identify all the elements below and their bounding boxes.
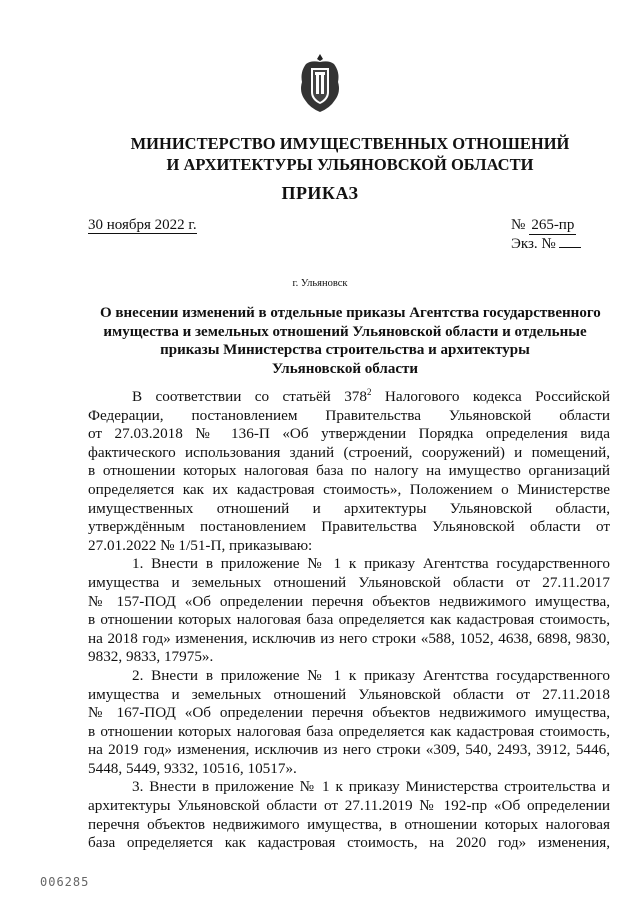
item-1-line: № 157-ПОД «Об определении перечня объектов недвижимого имущества, — [88, 592, 610, 610]
body-line: от 27.03.2018 № 136-П «Об утверждении Порядка определения вида — [88, 425, 610, 443]
item-2-line: № 167-ПОД «Об определении перечня объектов недвижимого имущества, — [88, 704, 610, 722]
body-text: Налогового кодекса Российской — [371, 388, 611, 405]
item-2-line: в отношении которых налоговая база определяется как кадастровая стоимость, — [88, 722, 610, 740]
subject-line: имущества и земельных отношений Ульяновской области и отдельные — [103, 323, 587, 340]
ministry-name — [100, 133, 600, 175]
item-3-line: 3. Внести в приложение № 1 к приказу Министерства строительства и — [132, 778, 610, 796]
subject-line: Ульяновской области — [271, 360, 419, 377]
item-2-line: 5448, 5449, 9332, 10516, 10517». — [88, 759, 297, 777]
subject-line: приказы Министерства строительства и архитектуры — [160, 342, 530, 358]
order-number — [511, 217, 576, 235]
item-1-line: имущества и земельных отношений Ульяновской области от 27.11.2017 — [88, 573, 610, 591]
city: г. Ульяновск — [292, 278, 348, 289]
body-line: Федерации, постановлением Правительства Ульяновской области — [88, 406, 610, 424]
superscript: 2 — [367, 386, 372, 397]
body-line: утверждённым постановлением Правительства Ульяновской области от — [88, 518, 610, 536]
order-date-text: 30 ноября 2022 г. — [88, 217, 197, 233]
body-line — [88, 388, 610, 407]
document-body — [88, 388, 610, 853]
ministry-name-line-1: МИНИСТЕРСТВО ИМУЩЕСТВЕННЫХ ОТНОШЕНИЙ — [130, 134, 570, 153]
order-number-label: № — [511, 217, 526, 233]
item-1-line: 9832, 9833, 17975». — [88, 648, 214, 666]
body-line: 27.01.2022 № 1/51-П, приказываю: — [88, 536, 313, 554]
item-1-line: на 2018 год» изменения, исключив из него строки «588, 1052, 4638, 6898, 9830, — [88, 629, 610, 647]
coat-of-arms-icon — [296, 52, 344, 114]
item-2-line: 2. Внести в приложение № 1 к приказу Агентства государственного — [132, 666, 610, 684]
subject-line: О внесении изменений в отдельные приказы Агентства государственного — [100, 305, 601, 321]
item-3-line: перечня объектов недвижимого имущества, в отношении которых налоговая — [88, 815, 610, 833]
body-line: фактического использования зданий (строений, сооружений) и помещений, — [88, 443, 610, 461]
order-subject — [100, 304, 601, 378]
copy-number-blank — [559, 247, 581, 248]
body-line: имущественных отношений и архитектуры Ульяновской области, — [88, 499, 610, 517]
document-type: ПРИКАЗ — [281, 183, 359, 203]
item-3-line: архитектуры Ульяновской области от 27.11.2019 № 192-пр «Об определении — [88, 797, 610, 815]
body-line: в отношении которых налоговая база по налогу на имущество организаций — [88, 462, 610, 480]
copy-number — [511, 236, 581, 253]
ministry-name-line-2: И АРХИТЕКТУРЫ УЛЬЯНОВСКОЙ ОБЛАСТИ — [166, 155, 534, 174]
item-2-line: на 2019 год» изменения, исключив из него строки «309, 540, 2493, 3912, 5446, — [88, 741, 610, 759]
item-1-line: в отношении которых налоговая база определяется как кадастровая стоимость, — [88, 611, 610, 629]
body-text: В соответствии со статьёй 378 — [132, 388, 367, 405]
item-3-line: база определяется как кадастровая стоимость, на 2020 год» изменения, — [88, 834, 610, 852]
order-date — [88, 217, 197, 234]
copy-number-label: Экз. № — [511, 236, 556, 252]
serial-stamp: 006285 — [40, 875, 90, 889]
body-line: определяется как их кадастровая стоимость», Положением о Министерстве — [88, 480, 610, 498]
item-1-line: 1. Внести в приложение № 1 к приказу Агентства государственного — [132, 555, 610, 573]
item-2-line: имущества и земельных отношений Ульяновской области от 27.11.2018 — [88, 685, 610, 703]
order-number-value: 265-пр — [531, 217, 575, 233]
